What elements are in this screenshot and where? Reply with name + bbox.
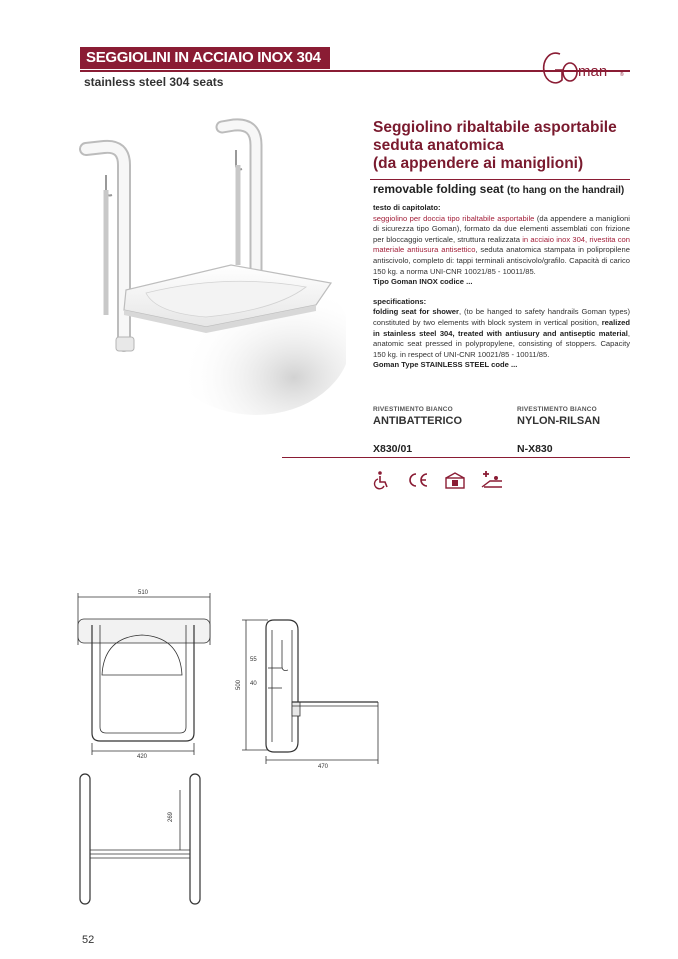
variant-2-label: RIVESTIMENTO BIANCO	[517, 406, 597, 413]
section-subtitle: stainless steel 304 seats	[84, 75, 224, 89]
spec-en-text-1: folding seat for shower	[373, 307, 459, 317]
spec-en-text-4: , anatomic seat pressed in polypropylene, consisting of stoppers. Capacity 150 kg. in respect of UNI-CNR 10021/85 - 10011/85.	[373, 328, 630, 359]
spec-it-label: testo di capitolato:	[373, 203, 441, 212]
specification-text	[373, 203, 630, 371]
product-title-line1: Seggiolino ribaltabile asportabile	[373, 119, 617, 136]
product-title-line3: (da appendere ai maniglioni)	[373, 155, 584, 172]
title-rule	[370, 179, 630, 180]
hospital-icon	[444, 470, 466, 490]
certification-icons	[372, 469, 504, 491]
spec-en-code: Goman Type STAINLESS STEEL code ...	[373, 360, 518, 370]
page-number: 52	[82, 934, 95, 946]
variant-1-value: ANTIBATTERICO	[373, 415, 463, 427]
code-rule	[282, 457, 630, 458]
variant-1-label: RIVESTIMENTO BIANCO	[373, 406, 453, 413]
technical-drawing-front	[70, 585, 220, 765]
goman-logo	[540, 46, 632, 92]
medical-bed-icon	[480, 469, 504, 491]
dim-55: 55	[250, 657, 257, 663]
english-title-note: (to hang on the handrail)	[507, 185, 625, 196]
spec-it-text-2: (da appendere a maniglioni di sicurezza tipo Goman), formato da due elementi assemblati con frizione per bloccaggio verticale, struttura realizzata	[373, 213, 630, 244]
spec-it-text-3: in acciaio inox 304, rivestita con materiale antiusura antisettico	[373, 234, 631, 255]
dim-40: 40	[250, 681, 257, 687]
ce-mark-icon	[406, 470, 430, 490]
spec-it-text-1: seggiolino per doccia tipo ribaltabile asportabile	[373, 213, 535, 223]
spec-en-label: specifications:	[373, 296, 427, 306]
variant-2-code: N-X830	[517, 443, 553, 455]
svg-text:®: ®	[620, 72, 624, 78]
product-title-line2: seduta anatomica	[373, 137, 504, 154]
technical-drawing-side	[228, 610, 408, 770]
dim-width-top: 510	[138, 590, 149, 596]
section-title: SEGGIOLINI IN ACCIAIO INOX 304	[86, 49, 321, 66]
product-title	[373, 119, 638, 173]
product-photo	[76, 115, 346, 415]
english-title-main: removable folding seat	[373, 182, 504, 196]
product-title-english	[373, 182, 624, 196]
dim-height: 500	[236, 679, 242, 690]
variant-2-value: NYLON-RILSAN	[517, 415, 601, 427]
dim-depth: 470	[318, 764, 329, 770]
svg-text:man: man	[578, 63, 608, 80]
dim-width-bottom: 420	[137, 754, 148, 760]
spec-en-text-3: realized in stainless steel 304, treated with antiusury and antiseptic material	[373, 317, 630, 338]
spec-en-text-2: , (to be hanged to safety handrails Goman types) constituted by two elements with block system in vertical position,	[373, 307, 630, 327]
wheelchair-icon	[372, 470, 392, 490]
spec-it-text-4: , seduta anatomica stampata in polipropilene antiscivolo, completo di: tappi terminali antiscivolo/grafilo. Capacità di carico 150 kg. a norma UNI-CNR 10021/85 - 10011/85.	[373, 245, 630, 276]
spec-it-code: Tipo Goman INOX codice ...	[373, 277, 473, 287]
technical-drawing-rear	[70, 770, 220, 910]
variant-1-code: X830/01	[373, 443, 413, 455]
dim-269: 269	[168, 811, 174, 822]
